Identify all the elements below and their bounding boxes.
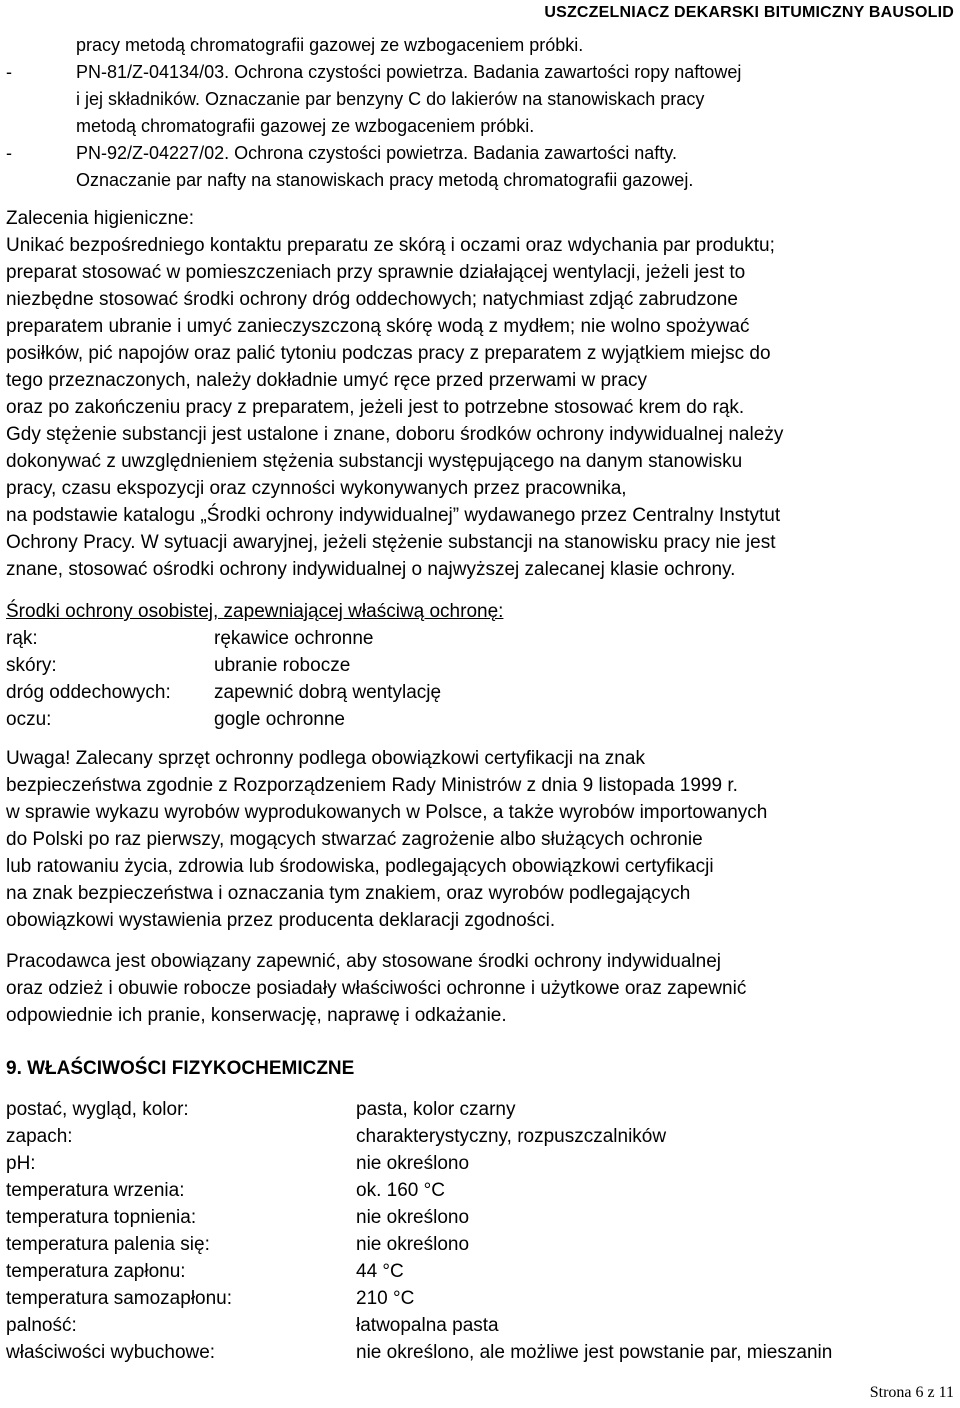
protection-section xyxy=(6,598,956,733)
warning-line: lub ratowaniu życia, zdrowia lub środowiska, podlegających obowiązkowi certyfikacji xyxy=(6,856,714,877)
standards-line: pracy metodą chromatografii gazowej ze wzbogaceniem próbki. xyxy=(76,35,584,55)
employer-line: odpowiednie ich pranie, konserwację, naprawę i odkażanie. xyxy=(6,1005,507,1026)
warning-line: na znak bezpieczeństwa i oznaczania tym znakiem, oraz wyrobów podlegających xyxy=(6,883,691,904)
standards-line: Oznaczanie par nafty na stanowiskach pracy metodą chromatografii gazowej. xyxy=(76,170,694,190)
property-row: właściwości wybuchowe: nie określono, ale możliwe jest powstanie par, mieszanin xyxy=(6,1342,833,1363)
hygiene-section xyxy=(6,205,956,583)
standards-line: i jej składników. Oznaczanie par benzyny C do lakierów na stanowiskach pracy xyxy=(76,89,705,109)
hygiene-line: Unikać bezpośredniego kontaktu preparatu ze skórą i oczami oraz wdychania par produktu; xyxy=(6,235,775,256)
hygiene-line: dokonywać z uwzględnieniem stężenia substancji występującego na danym stanowisku xyxy=(6,451,743,472)
standards-line: metodą chromatografii gazowej ze wzbogaceniem próbki. xyxy=(76,116,535,136)
protection-row: rąk: rękawice ochronne xyxy=(6,628,374,649)
hygiene-line: pracy, czasu ekspozycji oraz czynności wykonywanych przez pracownika, xyxy=(6,478,627,499)
hygiene-line: preparatem ubranie i umyć zanieczyszczoną skórę wodą z mydłem; nie wolno spożywać xyxy=(6,316,750,337)
warning-line: Uwaga! Zalecany sprzęt ochronny podlega obowiązkowi certyfikacji na znak xyxy=(6,748,645,769)
protection-heading: Środki ochrony osobistej, zapewniającej właściwą ochronę: xyxy=(6,601,504,622)
hygiene-line: znane, stosować ośrodki ochrony indywidualnej o najwyższej zalecanej klasie ochrony. xyxy=(6,559,736,580)
hygiene-heading: Zalecenia higieniczne: xyxy=(6,208,195,229)
hygiene-line: oraz po zakończeniu pracy z preparatem, jeżeli jest to potrzebne stosować krem do rąk. xyxy=(6,397,745,418)
property-row: pH: nie określono xyxy=(6,1153,470,1174)
property-row: postać, wygląd, kolor: pasta, kolor czarny xyxy=(6,1099,516,1120)
dash-marker: - xyxy=(6,62,12,82)
protection-row: oczu: gogle ochronne xyxy=(6,709,345,730)
hygiene-line: na podstawie katalogu „Środki ochrony indywidualnej” wydawanego przez Centralny Instytut xyxy=(6,505,781,526)
warning-line: bezpieczeństwa zgodnie z Rozporządzeniem Rady Ministrów z dnia 9 listopada 1999 r. xyxy=(6,775,738,796)
document-header: USZCZELNIACZ DEKARSKI BITUMICZNY BAUSOLID xyxy=(544,4,954,21)
warning-line: w sprawie wykazu wyrobów wyprodukowanych w Polsce, a także wyrobów importowanych xyxy=(6,802,768,823)
standards-line: - PN-81/Z-04134/03. Ochrona czystości powietrza. Badania zawartości ropy naftowej xyxy=(6,59,946,86)
standards-list xyxy=(6,32,946,194)
property-row: palność: łatwopalna pasta xyxy=(6,1315,499,1336)
hygiene-line: Ochrony Pracy. W sytuacji awaryjnej, jeżeli stężenie substancji na stanowisku pracy nie jest xyxy=(6,532,776,553)
page-number: Strona 6 z 11 xyxy=(869,1384,954,1401)
warning-line: do Polski po raz pierwszy, mogących stwarzać zagrożenie albo służących ochronie xyxy=(6,829,703,850)
property-row: temperatura palenia się: nie określono xyxy=(6,1234,470,1255)
warning-line: obowiązkowi wystawienia przez producenta deklaracji zgodności. xyxy=(6,910,556,931)
hygiene-line: niezbędne stosować środki ochrony dróg oddechowych; natychmiast zdjąć zabrudzone xyxy=(6,289,738,310)
employer-line: Pracodawca jest obowiązany zapewnić, aby stosowane środki ochrony indywidualnej xyxy=(6,951,722,972)
protection-row: skóry: ubranie robocze xyxy=(6,655,351,676)
hygiene-line: preparat stosować w pomieszczeniach przy sprawnie działającej wentylacji, jeżeli jest to xyxy=(6,262,746,283)
protection-row: dróg oddechowych: zapewnić dobrą wentylację xyxy=(6,682,442,703)
property-row: zapach: charakterystyczny, rozpuszczalników xyxy=(6,1126,667,1147)
properties-table xyxy=(6,1096,956,1366)
property-row: temperatura zapłonu: 44 °C xyxy=(6,1261,404,1282)
property-row: temperatura samozapłonu: 210 °C xyxy=(6,1288,415,1309)
property-row: temperatura topnienia: nie określono xyxy=(6,1207,470,1228)
hygiene-line: posiłków, pić napojów oraz palić tytoniu podczas pracy z preparatem z wyjątkiem miejsc do xyxy=(6,343,771,364)
property-row: temperatura wrzenia: ok. 160 °C xyxy=(6,1180,445,1201)
employer-section xyxy=(6,948,956,1029)
hygiene-line: Gdy stężenie substancji jest ustalone i znane, doboru środków ochrony indywidualnej należy xyxy=(6,424,784,445)
warning-section xyxy=(6,745,956,934)
section-9-heading-wrap xyxy=(6,1055,956,1082)
employer-line: oraz odzież i obuwie robocze posiadały właściwości ochronne i użytkowe oraz zapewnić xyxy=(6,978,747,999)
standards-line: - PN-92/Z-04227/02. Ochrona czystości powietrza. Badania zawartości nafty. xyxy=(6,140,946,167)
dash-marker: - xyxy=(6,143,12,163)
hygiene-line: tego przeznaczonych, należy dokładnie umyć ręce przed przerwami w pracy xyxy=(6,370,648,391)
section-9-heading: 9. WŁAŚCIWOŚCI FIZYKOCHEMICZNE xyxy=(6,1058,355,1079)
